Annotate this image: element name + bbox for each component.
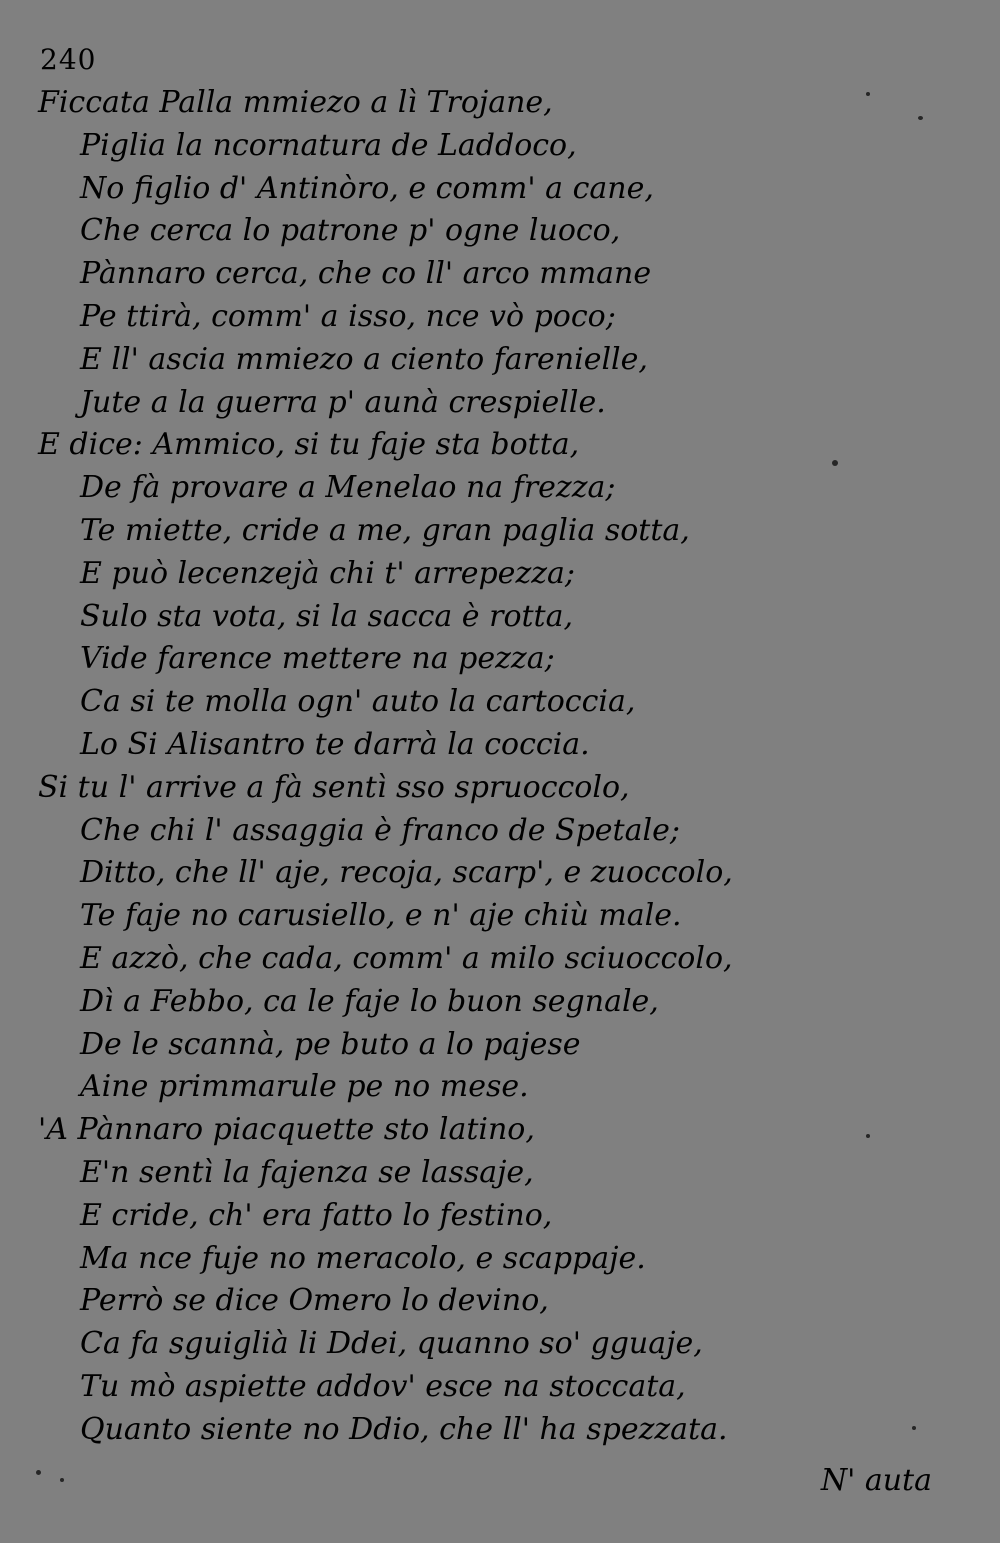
scan-speck	[832, 460, 838, 466]
verse-line: Piglia la ncornatura de Laddoco,	[80, 127, 577, 163]
verse-line: Pànnaro cerca, che co ll' arco mmane	[80, 256, 652, 292]
scan-speck	[866, 1134, 870, 1138]
verse-line: Che chi l' assaggia è franco de Spetale;	[80, 812, 680, 848]
scan-speck	[866, 92, 870, 96]
verse-line: Ma nce fuje no meracolo, e scappaje.	[80, 1240, 646, 1276]
verse-line: Te miette, cride a me, gran paglia sotta,	[80, 513, 690, 548]
stanza-first-line: Ficcata Palla mmiezo a lì Trojane,	[38, 85, 553, 120]
scan-speck	[60, 1478, 64, 1482]
scan-speck	[36, 1470, 41, 1475]
verse-line: Sulo sta vota, si la sacca è rotta,	[80, 598, 574, 634]
verse-line: Tu mò aspiette addov' esce na stoccata,	[80, 1369, 686, 1404]
verse-line: Ca fa sguiglià li Ddei, quanno so' gguaje,	[80, 1326, 703, 1362]
verse-line: Te faje no carusiello, e n' aje chiù male.	[80, 898, 682, 934]
verse-line: Pe ttirà, comm' a isso, nce vò poco;	[80, 299, 616, 334]
verse-line: De fà provare a Menelao na frezza;	[80, 470, 616, 506]
stanza-first-line: 'A Pànnaro piacquette sto latino,	[38, 1112, 535, 1148]
scan-speck	[912, 1426, 916, 1430]
page-number: 240	[40, 43, 97, 76]
verse-line: Vide farence mettere na pezza;	[80, 641, 555, 677]
verse-line: E cride, ch' era fatto lo festino,	[80, 1197, 553, 1233]
verse-line: Quanto siente no Ddio, che ll' ha spezzata.	[80, 1411, 728, 1447]
verse-line: E può lecenzejà chi t' arrepezza;	[80, 555, 576, 591]
verse-line: Ditto, che ll' aje, recoja, scarp', e zuoccolo,	[80, 855, 733, 891]
verse-line: Che cerca lo patrone p' ogne luoco,	[80, 213, 621, 249]
verse-line: E azzò, che cada, comm' a milo sciuoccolo,	[80, 941, 733, 976]
verse-line: E ll' ascia mmiezo a ciento farenielle,	[80, 341, 648, 377]
verse-line: Jute a la guerra p' aunà crespielle.	[80, 384, 606, 420]
catchword: N' auta	[820, 1463, 932, 1498]
verse-line: Perrò se dice Omero lo devino,	[80, 1283, 549, 1319]
stanza-first-line: E dice: Ammico, si tu faje sta botta,	[38, 427, 580, 463]
scan-speck	[918, 116, 923, 120]
verse-line: Aine primmarule pe no mese.	[80, 1069, 529, 1105]
stanza-first-line: Si tu l' arrive a fà sentì sso spruoccolo,	[38, 769, 630, 805]
verse-line: Lo Si Alisantro te darrà la coccia.	[80, 727, 590, 762]
verse-line: E'n sentì la fajenza se lassaje,	[80, 1155, 534, 1190]
verse-line: De le scannà, pe buto a lo pajese	[80, 1026, 581, 1062]
verse-line: Ca si te molla ogn' auto la cartoccia,	[80, 684, 636, 720]
verse-line: No figlio d' Antinòro, e comm' a cane,	[80, 170, 654, 206]
verse-line: Dì a Febbo, ca le faje lo buon segnale,	[80, 983, 659, 1019]
